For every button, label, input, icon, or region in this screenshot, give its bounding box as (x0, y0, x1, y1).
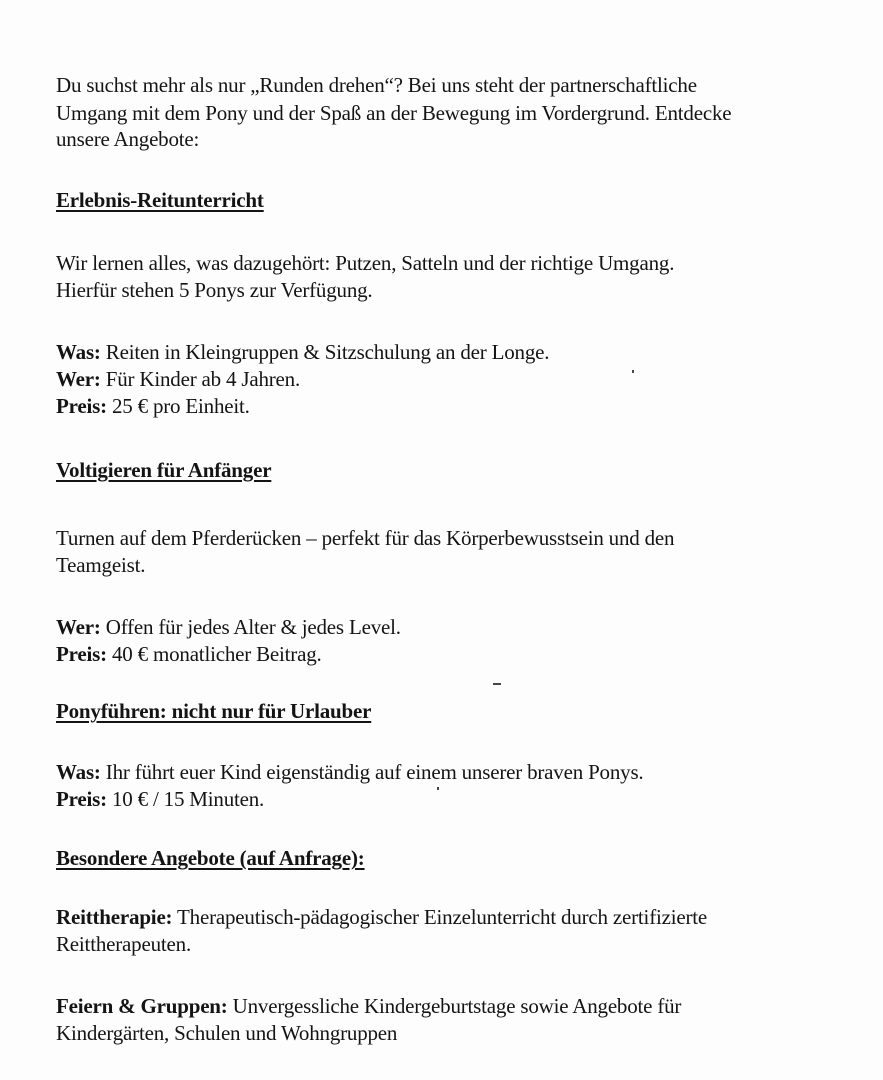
description-line: Hierfür stehen 5 Ponys zur Verfügung. (56, 278, 373, 302)
detail-continuation: Reittherapeuten. (56, 932, 191, 956)
intro-line: unsere Angebote: (56, 127, 200, 151)
detail-label: Wer: (56, 367, 101, 391)
intro-line: Umgang mit dem Pony und der Spaß an der Bewegung im Vordergrund. Entdecke (56, 101, 732, 125)
description-line: Teamgeist. (56, 553, 146, 577)
scan-speck (493, 683, 501, 685)
detail-row (56, 614, 401, 640)
detail-continuation: Kindergärten, Schulen und Wohngruppen (56, 1021, 398, 1045)
detail-label: Preis: (56, 642, 107, 666)
section-heading: Ponyführen: nicht nur für Urlauber (56, 699, 372, 723)
detail-label: Was: (56, 760, 101, 784)
detail-label: Preis: (56, 787, 107, 811)
detail-text: Ihr führt euer Kind eigenständig auf einem unserer braven Ponys. (105, 760, 644, 784)
detail-text: Für Kinder ab 4 Jahren. (105, 367, 301, 391)
scan-speck (437, 787, 439, 790)
detail-text: Unvergessliche Kindergeburtstage sowie Angebote für (232, 994, 682, 1018)
detail-row (56, 339, 549, 365)
detail-text: 40 € monatlicher Beitrag. (111, 642, 322, 666)
detail-text: 10 € / 15 Minuten. (111, 787, 265, 811)
scan-speck (632, 370, 634, 373)
detail-row (56, 641, 322, 667)
detail-row (56, 786, 264, 812)
detail-label: Was: (56, 340, 101, 364)
detail-row (56, 393, 250, 419)
detail-text: Offen für jedes Alter & jedes Level. (105, 615, 401, 639)
section-heading: Voltigieren für Anfänger (56, 458, 272, 482)
detail-row (56, 904, 707, 930)
detail-label: Feiern & Gruppen: (56, 994, 228, 1018)
detail-text: 25 € pro Einheit. (111, 394, 250, 418)
detail-row (56, 759, 643, 785)
description-line: Wir lernen alles, was dazugehört: Putzen, Satteln und der richtige Umgang. (56, 251, 675, 275)
detail-text: Reiten in Kleingruppen & Sitzschulung an der Longe. (105, 340, 550, 364)
detail-row (56, 366, 300, 392)
detail-row (56, 993, 681, 1019)
detail-label: Wer: (56, 615, 101, 639)
detail-label: Reittherapie: (56, 905, 173, 929)
section-heading: Besondere Angebote (auf Anfrage): (56, 846, 365, 870)
description-line: Turnen auf dem Pferderücken – perfekt für das Körperbewusstsein und den (56, 526, 675, 550)
detail-text: Therapeutisch-pädagogischer Einzelunterricht durch zertifizierte (177, 905, 708, 929)
section-heading: Erlebnis-Reitunterricht (56, 188, 264, 212)
detail-label: Preis: (56, 394, 107, 418)
intro-line: Du suchst mehr als nur „Runden drehen“? Bei uns steht der partnerschaftliche (56, 73, 697, 97)
